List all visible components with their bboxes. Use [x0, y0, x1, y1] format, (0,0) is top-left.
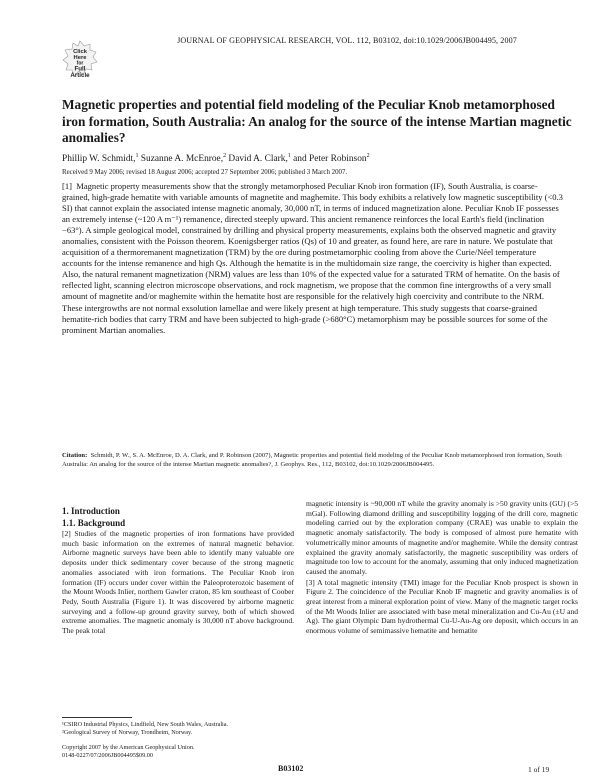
footnote-rule: [62, 717, 132, 718]
author-list: [62, 153, 577, 164]
footer-page-number: 1 of 19: [528, 765, 550, 774]
citation-text: Schmidt, P. W., S. A. McEnroe, D. A. Clark, and P. Robinson (2007), Magnetic properties and potential field modeling of the Peculiar Knob metamorphosed iron formation, South Australia: An analog for the source of the intense Martian magnetic anomalies?, J. Geophys. Res., 112, B03102, doi:10.1029/2006JB004495.: [62, 452, 562, 469]
author-name: and Peter Robinson: [290, 154, 367, 165]
article-title: Magnetic properties and potential field modeling of the Peculiar Knob metamorphosed iron formation, South Australia: An analog for the source of the intense Martian magnetic anomalies?: [62, 97, 572, 146]
footnote-affiliation: ¹CSIRO Industrial Physics, Lindfield, New South Wales, Australia.: [62, 721, 229, 728]
footer-article-id: B03102: [278, 764, 304, 773]
author-name: Phillip W. Schmidt,: [62, 154, 136, 165]
citation-block: [62, 451, 577, 470]
paragraph: magnetic intensity is ~90,000 nT while the gravity anomaly is >50 gravity units (GU) (>5 mGal). Following diamond drilling and susceptibility logging of the drill core, magnetic modeling carried out by the exploration company (CRAE) was unable to explain the magnetic anomaly satisfactorily. The body is composed of almost pure hematite with volumetrically minor amounts of magnetite and/or maghemite. While the density contrast explained the gravity anomaly satisfactorily, the magnetic susceptibility was orders of magnitude too low to account for the anomaly, assuming that only induced magnetization caused the anomaly.: [306, 499, 578, 576]
logo-text-5: Article: [70, 72, 90, 79]
paragraph: [3] A total magnetic intensity (TMI) image for the Peculiar Knob prospect is shown in Figure 2. The coincidence of the Peculiar Knob IF magnetic and gravity anomalies is of great interest from a mineral exploration point of view. Many of the magnetic target rocks of the Mt Woods Inlier are associated with base metal mineralization and Cu-Au (±U and Ag). The giant Olympic Dam hydrothermal Cu-U-Au-Ag ore deposit, which occurs in an enormous volume of semimassive hematite and hematite: [306, 577, 578, 636]
section-headings: [62, 505, 302, 529]
body-column-left: [62, 529, 294, 636]
paragraph-number: [1]: [62, 181, 72, 191]
footnote-affiliation: ²Geological Survey of Norway, Trondheim, Norway.: [62, 729, 193, 737]
footnotes: [62, 717, 294, 760]
issn-line: 0148-0227/07/2006JB004495$09.00: [62, 751, 153, 759]
author-affiliation-mark: 1: [287, 153, 291, 159]
author-affiliation-mark: 1: [135, 153, 139, 159]
received-dates: Received 9 May 2006; revised 18 August 2006; accepted 27 September 2006; published 3 March 2007.: [62, 169, 348, 176]
citation-label: Citation:: [62, 452, 88, 459]
paragraph: [2] Studies of the magnetic properties of iron formations have provided much basic information on the extremes of natural magnetic behavior. Airborne magnetic surveys have been able to identify many valuable ore deposits under thick sedimentary cover because of the strong magnetic anomalies associated with iron formations. The Peculiar Knob iron formation (IF) occurs under cover within the Paleoproterozoic basement of the Mount Woods Inlier, northern Gawler craton, 85 km southeast of Coober Pedy, South Australia (Figure 1). It was discovered by airborne magnetic surveying and a follow-up ground gravity survey, both of which showed extreme anomalies. The magnetic anomaly is 30,000 nT above background. The peak total: [62, 529, 294, 636]
copyright-line: Copyright 2007 by the American Geophysical Union.: [62, 743, 195, 751]
author-affiliation-mark: 2: [366, 153, 370, 159]
logo-text-1: Click: [73, 49, 87, 55]
subsection-heading: 1.1. Background: [62, 518, 126, 528]
journal-header: JOURNAL OF GEOPHYSICAL RESEARCH, VOL. 112, B03102, doi:10.1029/2006JB004495, 2007: [177, 36, 517, 45]
logo-text-3: for: [76, 60, 84, 67]
logo-text-4: Full: [74, 65, 86, 73]
author-affiliation-mark: 2: [223, 153, 227, 159]
body-column-right: [306, 499, 578, 636]
abstract-text: Magnetic property measurements show that the strongly metamorphosed Peculiar Knob iron formation (IF), South Australia, is coarse-grained, high-grade hematite with variable amounts of magnetite and maghemite. This body exhibits a relatively low magnetic susceptibility (<0.3 SI) that cannot explain the associated intense magnetic anomaly, 30,000 nT, in terms of induced magnetization alone. Peculiar Knob IF possesses an extremely intense (~120 A m⁻¹) remanence, directed steeply upward. This ancient remanence reinforces the local Earth's field (inclination −63°). A simple geological model, constrained by drilling and physical property measurements, explains both the observed magnetic and gravity anomalies, consistent with the Poisson theorem. Koenigsberger ratios (Qs) of 10 and greater, as found here, are rare in nature. We postulate that acquisition of a thermoremanent magnetization (TRM) by the ore during postmetamorphic cooling from above the Curie/Néel temperature accounts for the intense remanence and high Qs. Although the hematite is in the multidomain size range, the coercivity is higher than expected. Also, the natural remanent magnetization (NRM) values are less than 10% of the expected value for a saturated TRM of hematite. On the basis of reflected light, scanning electron microscope observations, and rock magnetism, we propose that the common fine intergrowths of a very small amount of magnetite and/or maghemite within the hematite host are responsible for the relatively high coercivity and contribute to the NRM. These intergrowths are not normal exsolution lamellae and were likely present at high temperature. This study suggests that coarse-grained hematite-rich bodies that carry TRM and have been subjected to high-grade (>680°C) metamorphism may be possible sources for some of the prominent Martian anomalies.: [62, 181, 563, 335]
author-name: Suzanne A. McEnroe,: [138, 154, 224, 165]
author-name: David A. Clark,: [226, 154, 288, 165]
abstract: [62, 181, 564, 336]
section-heading: 1. Introduction: [62, 506, 120, 516]
logo-text-2: Here: [73, 55, 87, 61]
full-article-logo[interactable]: [62, 40, 98, 80]
